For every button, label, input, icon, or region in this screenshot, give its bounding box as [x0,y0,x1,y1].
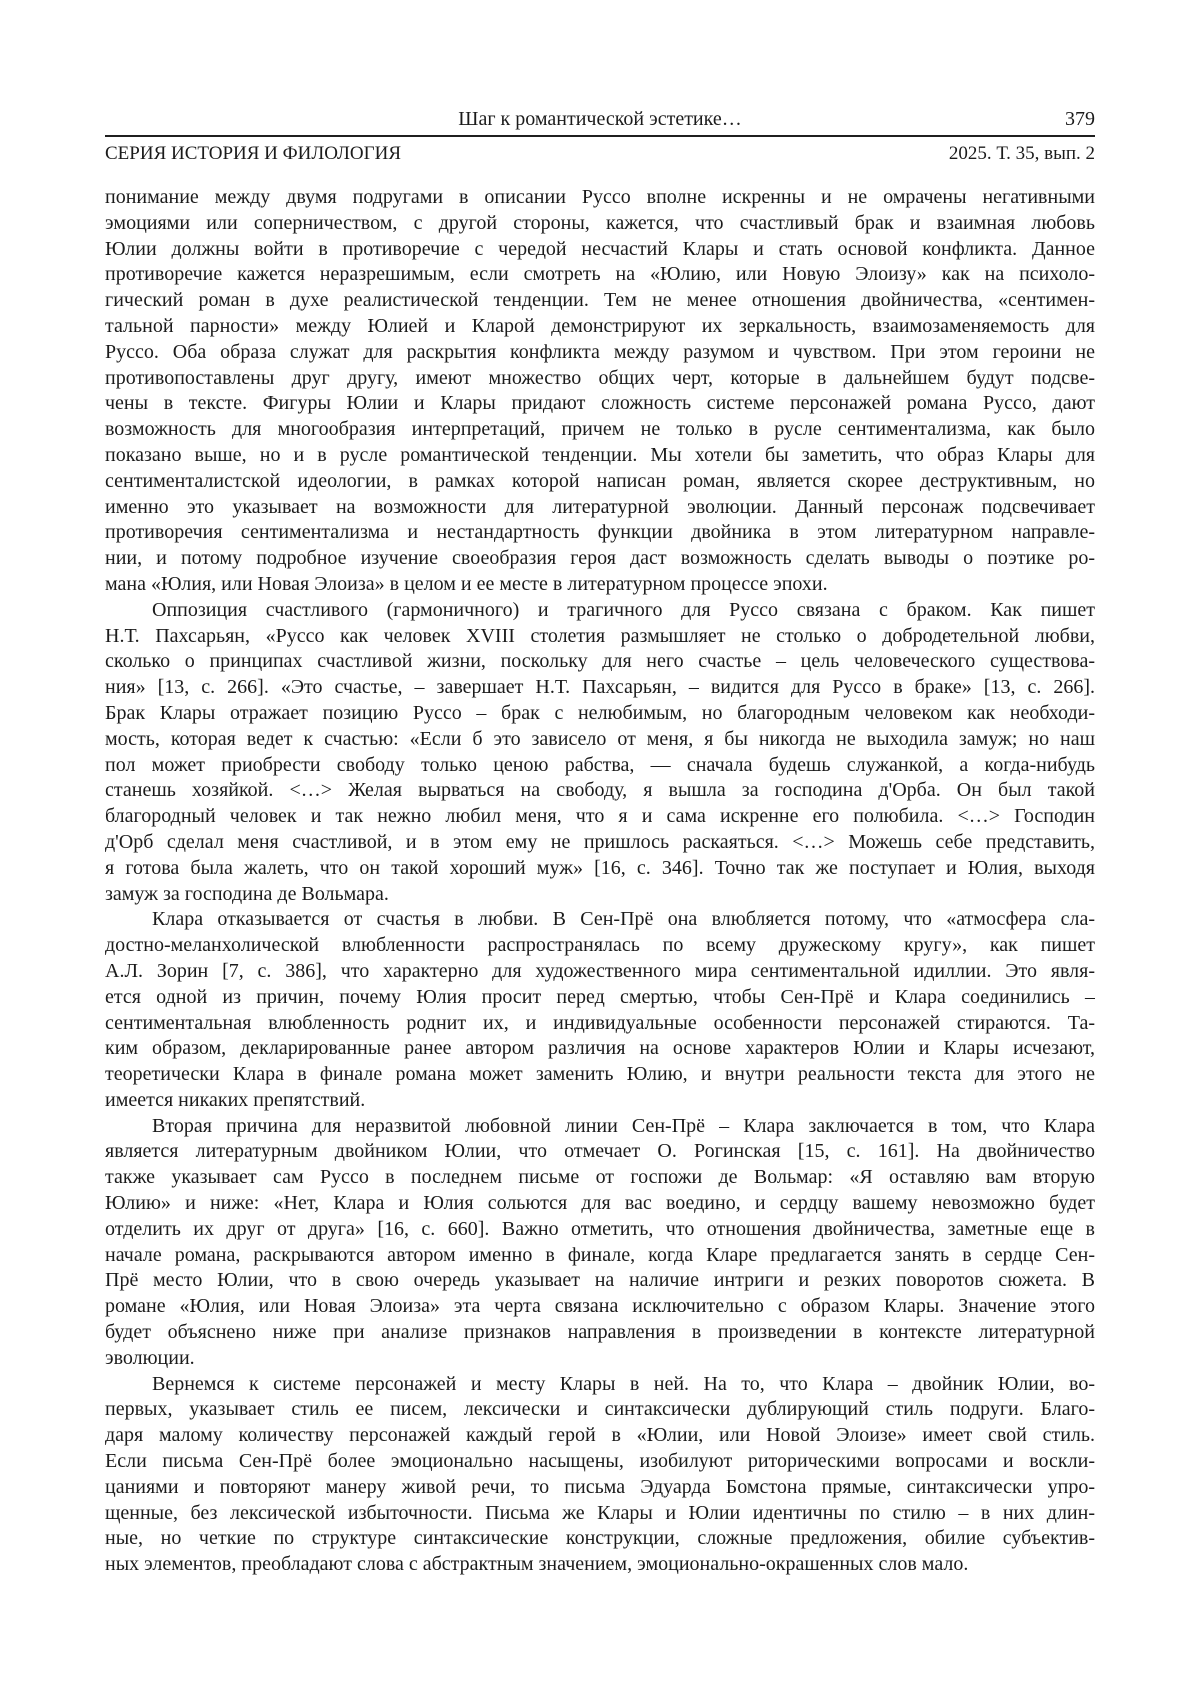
text-line: Если письма Сен-Прё более эмоционально насыщены, изобилуют риторическими вопросами и воскли- [105,1450,1095,1473]
text-line: Юлии должны войти в противоречие с чередой несчастий Клары и стать основой конфликта. Данное [105,237,1095,260]
text-line: ных элементов, преобладают слова с абстрактным значением, эмоционально-окрашенных слов мало. [105,1553,969,1576]
text-line: отделить их друг от друга» [16, с. 660]. Важно отметить, что отношения двойничества, заметные еще в [105,1217,1095,1240]
text-line: Прё место Юлии, что в свою очередь указывает на наличие интриги и резких поворотов сюжета. В [105,1269,1095,1292]
text-line: возможность для многообразия интерпретаций, причем не только в русле сентиментализма, как было [105,418,1095,441]
text-line: даря малому количеству персонажей каждый герой в «Юлии, или Новой Элоизе» имеет свой стиль. [105,1424,1095,1447]
text-line: Оппозиция счастливого (гармоничного) и трагичного для Руссо связана с браком. Как пишет [152,598,1095,621]
text-line: мана «Юлия, или Новая Элоиза» в целом и ее месте в литературном процессе эпохи. [105,572,828,595]
text-line: эволюции. [105,1346,195,1369]
text-line: сентименталистской идеологии, в рамках которой написан роман, является скорее деструктивным, но [105,469,1095,492]
text-line: достно-меланхолической влюбленности распространялась по всему дружескому кругу», как пишет [105,934,1095,957]
text-line: щенные, без лексической избыточности. Письма же Клары и Юлии идентичны по стилю – в них длин- [105,1501,1095,1524]
text-line: станешь хозяйкой. <…> Желая вырваться на свободу, я вышла за господина д'Орба. Он был такой [105,779,1095,802]
text-line: Руссо. Оба образа служат для раскрытия конфликта между разумом и чувством. При этом героини не [105,340,1095,363]
text-line: будет объяснено ниже при анализе признаков направления в произведении в контексте литературной [105,1321,1095,1344]
text-line: ким образом, декларированные ранее автором различия на основе характеров Юлии и Клары исчезают, [105,1037,1095,1060]
paragraph [105,1114,1095,1372]
paragraph [105,1372,1095,1578]
text-line: А.Л. Зорин [7, с. 386], что характерно для художественного мира сентиментальной идиллии. Это явля- [105,959,1095,982]
text-line: теоретически Клара в финале романа может заменить Юлию, и внутри реальности текста для этого не [105,1063,1095,1086]
text-line: тальной парности» между Юлией и Кларой демонстрируют их зеркальность, взаимозаменяемость для [105,314,1095,337]
text-line: имеется никаких препятствий. [105,1088,366,1111]
paragraph [105,185,1095,598]
text-line: первых, указывает стиль ее писем, лексически и синтаксически дублирующий стиль подруги. Благо- [105,1398,1095,1421]
text-line: является литературным двойником Юлии, что отмечает О. Рогинская [15, с. 161]. На двойничество [105,1140,1095,1163]
text-line: показано выше, но и в русле романтической тенденции. Мы хотели бы заметить, что образ Клары для [105,443,1095,466]
text-line: д'Орб сделал меня счастливой, и в этом ему не пришлось раскаяться. <…> Можешь себе представить, [105,830,1095,853]
text-line: противоречия сентиментализма и нестандартность функции двойника в этом литературном направле- [105,521,1095,544]
issue-info: 2025. Т. 35, вып. 2 [948,143,1095,164]
text-line: нии, и потому подробное изучение своеобразия героя даст возможность сделать выводы о поэтике ро- [105,547,1095,570]
running-title: Шаг к романтической эстетике… [458,108,742,130]
text-line: мость, которая ведет к счастью: «Если б это зависело от меня, я бы никогда не выходила замуж; но наш [105,727,1095,750]
text-line: Вторая причина для неразвитой любовной линии Сен-Прё – Клара заключается в том, что Клара [152,1114,1095,1137]
article-body [105,185,1095,1578]
text-line: противопоставлены друг другу, имеют множество общих черт, которые в дальнейшем будут подсве- [105,366,1095,389]
running-head-row [105,106,1095,132]
text-line: я готова была жалеть, что он такой хороший муж» [16, с. 346]. Точно так же поступает и Юлия, выходя [105,856,1095,879]
text-line: Вернемся к системе персонажей и месту Клары в ней. На то, что Клара – двойник Юлии, во- [152,1372,1095,1395]
paragraph [105,907,1095,1113]
text-line: Клара отказывается от счастья в любви. В Сен-Прё она влюбляется потому, что «атмосфера сла- [152,908,1095,931]
text-line: начале романа, раскрываются автором именно в финале, когда Кларе предлагается занять в сердце Сен- [105,1243,1095,1266]
text-line: также указывает сам Руссо в последнем письме от госпожи де Вольмар: «Я оставляю вам вторую [105,1166,1095,1189]
text-line: гический роман в духе реалистической тенденции. Тем не менее отношения двойничества, «сентимен- [105,289,1095,312]
text-line: пол может приобрести свободу только ценою рабства, — сначала будешь служанкой, а когда-нибудь [105,753,1095,776]
text-line: Н.Т. Пахсарьян, «Руссо как человек XVIII столетия размышляет не столько о добродетельной любви, [105,624,1095,647]
text-line: сколько о принципах счастливой жизни, поскольку для него счастье – цель человеческого существова- [105,650,1095,673]
text-line: ется одной из причин, почему Юлия просит перед смертью, чтобы Сен-Прё и Клара соединились – [105,985,1095,1008]
page-header [105,106,1095,166]
series-title: СЕРИЯ ИСТОРИЯ И ФИЛОЛОГИЯ [105,143,402,164]
text-line: понимание между двумя подругами в описании Руссо вполне искренны и не омрачены негативными [105,186,1095,208]
text-line: Юлию» и ниже: «Нет, Клара и Юлия сольются для вас воедино, и сердцу вашему невозможно будет [105,1192,1095,1215]
header-rule [105,135,1095,137]
text-line: ния» [13, с. 266]. «Это счастье, – завершает Н.Т. Пахсарьян, – видится для Руссо в браке» [13, с. 266]. [105,676,1095,699]
text-line: Брак Клары отражает позицию Руссо – брак с нелюбимым, но благородным человеком как необходи- [105,701,1095,724]
text-line: сентиментальная влюбленность роднит их, и индивидуальные особенности персонажей стираются. Та- [105,1011,1095,1034]
text-line: ные, но четкие по структуре синтаксические конструкции, сложные предложения, обилие субъектив- [105,1527,1095,1550]
series-row [105,142,1095,166]
text-line: противоречие кажется неразрешимым, если смотреть на «Юлию, или Новую Элоизу» как на психоло- [105,263,1095,286]
text-line: замуж за господина де Вольмара. [105,882,389,905]
text-line: благородный человек и так нежно любил меня, что я и сама искренне его полюбила. <…> Господин [105,805,1095,828]
text-line: цаниями и повторяют манеру живой речи, то письма Эдуарда Бомстона прямые, синтаксически упро- [105,1475,1095,1498]
paragraph [105,598,1095,908]
page-number: 379 [1065,108,1095,130]
text-line: именно это указывает на возможности для литературной эволюции. Данный персонаж подсвечивает [105,495,1095,518]
text-line: романе «Юлия, или Новая Элоиза» эта черта связана исключительно с образом Клары. Значение этого [105,1295,1095,1318]
text-line: эмоциями или соперничеством, с другой стороны, кажется, что счастливый брак и взаимная любовь [105,211,1095,234]
text-line: чены в тексте. Фигуры Юлии и Клары придают сложность системе персонажей романа Руссо, дают [105,392,1095,415]
